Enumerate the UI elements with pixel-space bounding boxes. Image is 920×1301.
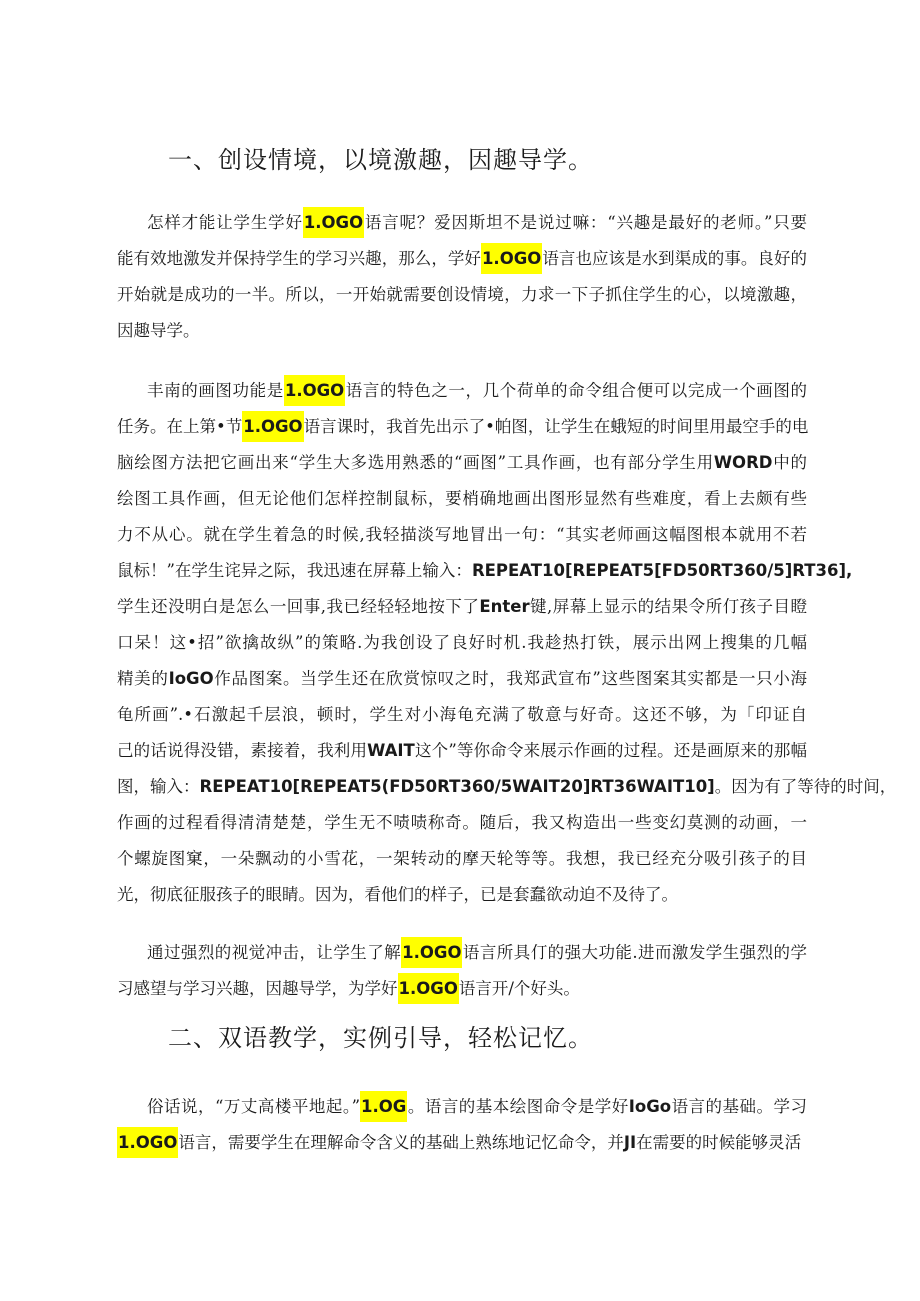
code-term: WORD (713, 453, 773, 472)
text-segment: 口呆！这•招”欲擒故纵”的策略.为我创设了良好时机.我趁热打铁，展示出网上搜集的几幅 (117, 633, 807, 652)
code-term: IoGO (168, 669, 214, 688)
text-segment: 精美的 (117, 669, 169, 688)
text-line (117, 409, 807, 445)
highlighted-term: 1.OGO (481, 243, 542, 274)
highlighted-term: 1.OGO (284, 375, 345, 406)
text-line (117, 277, 807, 313)
text-segment: 这个”等你命令来展示作画的过程。还是画原来的那幅 (414, 741, 808, 760)
text-line (117, 971, 807, 1007)
code-term: WAIT (367, 741, 415, 760)
text-line (117, 517, 807, 553)
section-heading-2: 二、双语教学，实例引导，轻松记忆。 (168, 1024, 593, 1052)
text-segment: 语言的特色之一，几个荷单的命令组合便可以完成一个画图的 (345, 381, 808, 400)
text-segment: 键,屏幕上显示的结果令所仃孩子目瞪 (529, 597, 808, 616)
code-term: IoGo (628, 1097, 672, 1116)
text-segment: 能有效地激发并保持学生的学习兴趣，那么，学好 (117, 249, 481, 268)
highlighted-term: 1.OGO (398, 973, 459, 1004)
text-segment: 。因为有了等待的时间， (714, 777, 897, 796)
text-line (117, 313, 807, 349)
text-line (117, 661, 807, 697)
text-line (117, 625, 807, 661)
text-segment: 图，输入： (117, 777, 200, 796)
text-segment: 俗话说，“万丈高楼平地起。” (147, 1097, 361, 1116)
text-segment: 力不从心。就在学生着急的时候,我轻描淡写地冒出一句：“其实老师画这幅图根本就用不若 (117, 525, 807, 544)
text-segment: 光，彻底征服孩子的眼睛。因为，看他们的样子，已是套蠢欲动迫不及待了。 (117, 885, 678, 904)
text-segment: 个螺旋图窠，一朵飘动的小雪花，一架转动的摩天轮等等。我想，我已经充分吸引孩子的目 (117, 849, 807, 868)
text-segment: 任务。在上第•节 (117, 417, 243, 436)
text-segment: 因趣导学。 (117, 321, 200, 340)
code-term: REPEAT10[REPEAT5[FD50RT360/5]RT36], (471, 561, 853, 580)
text-segment: 语言开/个好头。 (458, 979, 580, 998)
text-line (117, 805, 807, 841)
text-line (117, 935, 807, 971)
text-segment: 开始就是成功的一半。所以，一开始就需要创设情境，力求一下子抓住学生的心，以境激趣， (117, 285, 807, 304)
text-segment: 中的 (772, 453, 808, 472)
text-segment: 丰南的画图功能是 (147, 381, 284, 400)
text-segment: 习感望与学习兴趣，因趣导学，为学好 (117, 979, 398, 998)
text-line (117, 841, 807, 877)
text-segment: 。语言的基本绘图命令是学好 (407, 1097, 629, 1116)
paragraph-1 (117, 205, 807, 349)
text-segment: 语言的基础。学习 (671, 1097, 808, 1116)
text-line (117, 553, 853, 589)
text-line (117, 769, 897, 805)
text-segment: 怎样才能让学生学好 (147, 213, 303, 232)
highlighted-term: 1.OGO (242, 411, 303, 442)
text-segment: 脑绘图方法把它画出来“学生大多选用熟悉的“画图”工具作画，也有部分学生用 (117, 453, 714, 472)
text-line (117, 205, 807, 241)
highlighted-term: 1.OGO (117, 1127, 178, 1158)
text-segment: 在需要的时候能够灵活 (636, 1133, 802, 1152)
text-line (117, 877, 807, 913)
text-segment: 己的话说得没错，素接着，我利用 (117, 741, 368, 760)
code-term: Enter (479, 597, 530, 616)
code-term: REPEAT10[REPEAT5(FD50RT360/5WAIT20]RT36WAIT10] (199, 777, 715, 796)
text-segment: 语言呢？爱因斯坦不是说过嘛：“兴趣是最好的老师。”只要 (364, 213, 808, 232)
text-segment: 语言所具仃的强大功能.进而激发学生强烈的学 (462, 943, 807, 962)
text-segment: 鼠标！”在学生诧异之际，我迅速在屏幕上输入： (117, 561, 472, 580)
text-segment: 语言，需要学生在理解命令含义的基础上熟练地记忆命令，并 (178, 1133, 624, 1152)
text-line (117, 589, 807, 625)
text-line (117, 1089, 807, 1125)
text-line (117, 733, 807, 769)
text-segment: 作画的过程看得清清楚楚，学生无不啧啧称奇。随后，我又构造出一些变幻莫测的动画，一 (117, 813, 807, 832)
highlighted-term: 1.OGO (303, 207, 364, 238)
text-segment: 语言也应该是水到渠成的事。良好的 (542, 249, 808, 268)
highlighted-term: 1.OG (360, 1091, 407, 1122)
paragraph-4 (117, 1089, 807, 1161)
highlighted-term: 1.OGO (401, 937, 462, 968)
text-line (117, 697, 807, 733)
text-segment: 龟所画”.•石激起千层浪，顿时，学生对小海龟充满了敬意与好奇。这还不够，为「印证自 (117, 705, 807, 724)
text-line (117, 1125, 807, 1161)
text-segment: 语言课时，我首先出示了•帕图，让学生在蛾短的时间里用最空手的电 (303, 417, 809, 436)
text-segment: 绘图工具作画，但无论他们怎样控制鼠标，要梢确地画出图形显然有些难度，看上去颇有些 (117, 489, 807, 508)
text-line (117, 445, 807, 481)
text-line (117, 373, 807, 409)
section-heading-1: 一、创设情境，以境激趣，因趣导学。 (168, 146, 593, 174)
paragraph-3 (117, 935, 807, 1007)
text-segment: 学生还没明白是怎么一回事,我已经轻轻地按下了 (117, 597, 480, 616)
text-segment: 通过强烈的视觉冲击，让学生了解 (147, 943, 402, 962)
code-term: JI (623, 1133, 637, 1152)
paragraph-2 (117, 373, 897, 913)
text-segment: 作品图案。当学生还在欣赏惊叹之时，我郑武宣布”这些图案其实都是一只小海 (213, 669, 808, 688)
text-line (117, 241, 807, 277)
text-line (117, 481, 807, 517)
